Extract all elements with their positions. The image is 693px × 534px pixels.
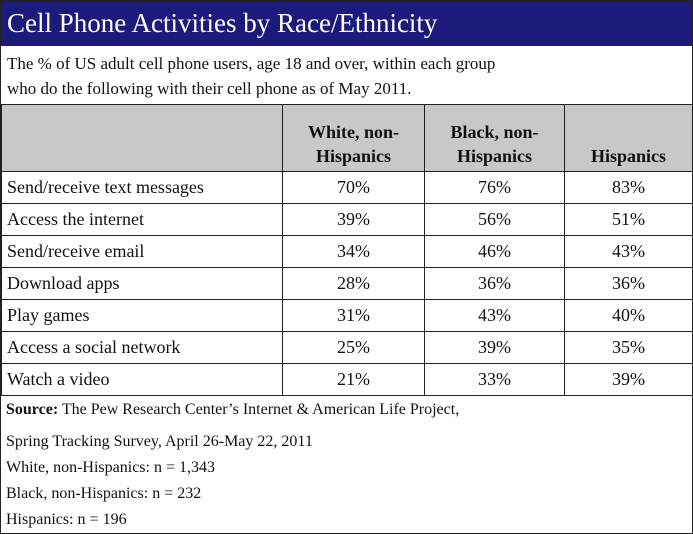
value-cell-black: 46%	[425, 236, 565, 268]
value-cell-black: 33%	[425, 364, 565, 396]
source-notes	[6, 397, 689, 533]
value-cell-white: 25%	[283, 332, 425, 364]
value-cell-hispanic: 83%	[565, 172, 693, 204]
sample-size-hispanic: Hispanics: n = 196	[6, 511, 127, 528]
value-cell-black: 76%	[425, 172, 565, 204]
row-label: Access a social network	[2, 332, 283, 364]
value-cell-black: 43%	[425, 300, 565, 332]
value-cell-hispanic: 39%	[565, 364, 693, 396]
chart-title: Cell Phone Activities by Race/Ethnicity	[1, 1, 692, 46]
data-table	[1, 104, 693, 396]
value-cell-hispanic: 35%	[565, 332, 693, 364]
value-cell-hispanic: 40%	[565, 300, 693, 332]
table-body	[2, 172, 693, 396]
table-row	[2, 268, 693, 300]
subtitle-line-1: The % of US adult cell phone users, age 18 and over, within each group	[7, 54, 496, 73]
source-text: The Pew Research Center’s Internet & American Life Project,	[58, 401, 460, 418]
value-cell-hispanic: 51%	[565, 204, 693, 236]
row-label: Watch a video	[2, 364, 283, 396]
column-header-white-line1: White, non-	[307, 122, 399, 142]
row-label: Access the internet	[2, 204, 283, 236]
column-header-white	[283, 105, 425, 172]
value-cell-hispanic: 43%	[565, 236, 693, 268]
table-row	[2, 172, 693, 204]
row-label: Play games	[2, 300, 283, 332]
row-label: Download apps	[2, 268, 283, 300]
column-header-black	[425, 105, 565, 172]
source-line-1	[6, 397, 689, 423]
column-header-hispanic-line2: Hispanics	[590, 146, 667, 166]
value-cell-white: 39%	[283, 204, 425, 236]
table-row	[2, 204, 693, 236]
row-label: Send/receive text messages	[2, 172, 283, 204]
header-blank-cell	[2, 105, 283, 172]
subtitle-line-2: who do the following with their cell phone as of May 2011.	[7, 79, 412, 98]
source-line-2: Spring Tracking Survey, April 26-May 22, 2011	[6, 433, 313, 450]
source-label: Source:	[6, 401, 59, 418]
value-cell-white: 31%	[283, 300, 425, 332]
column-header-black-line1: Black, non-	[450, 122, 539, 142]
column-header-black-line2: Hispanics	[456, 146, 533, 166]
column-header-white-line2: Hispanics	[315, 146, 392, 166]
value-cell-black: 36%	[425, 268, 565, 300]
value-cell-white: 28%	[283, 268, 425, 300]
sample-size-black: Black, non-Hispanics: n = 232	[6, 485, 202, 502]
value-cell-hispanic: 36%	[565, 268, 693, 300]
table-row	[2, 236, 693, 268]
value-cell-black: 56%	[425, 204, 565, 236]
value-cell-white: 21%	[283, 364, 425, 396]
row-label: Send/receive email	[2, 236, 283, 268]
table-row	[2, 364, 693, 396]
sample-size-white: White, non-Hispanics: n = 1,343	[6, 459, 215, 476]
value-cell-white: 34%	[283, 236, 425, 268]
header-row	[2, 105, 693, 172]
value-cell-black: 39%	[425, 332, 565, 364]
value-cell-white: 70%	[283, 172, 425, 204]
table-row	[2, 332, 693, 364]
chart-subtitle	[7, 51, 687, 101]
table-row	[2, 300, 693, 332]
column-header-hispanic	[565, 105, 693, 172]
